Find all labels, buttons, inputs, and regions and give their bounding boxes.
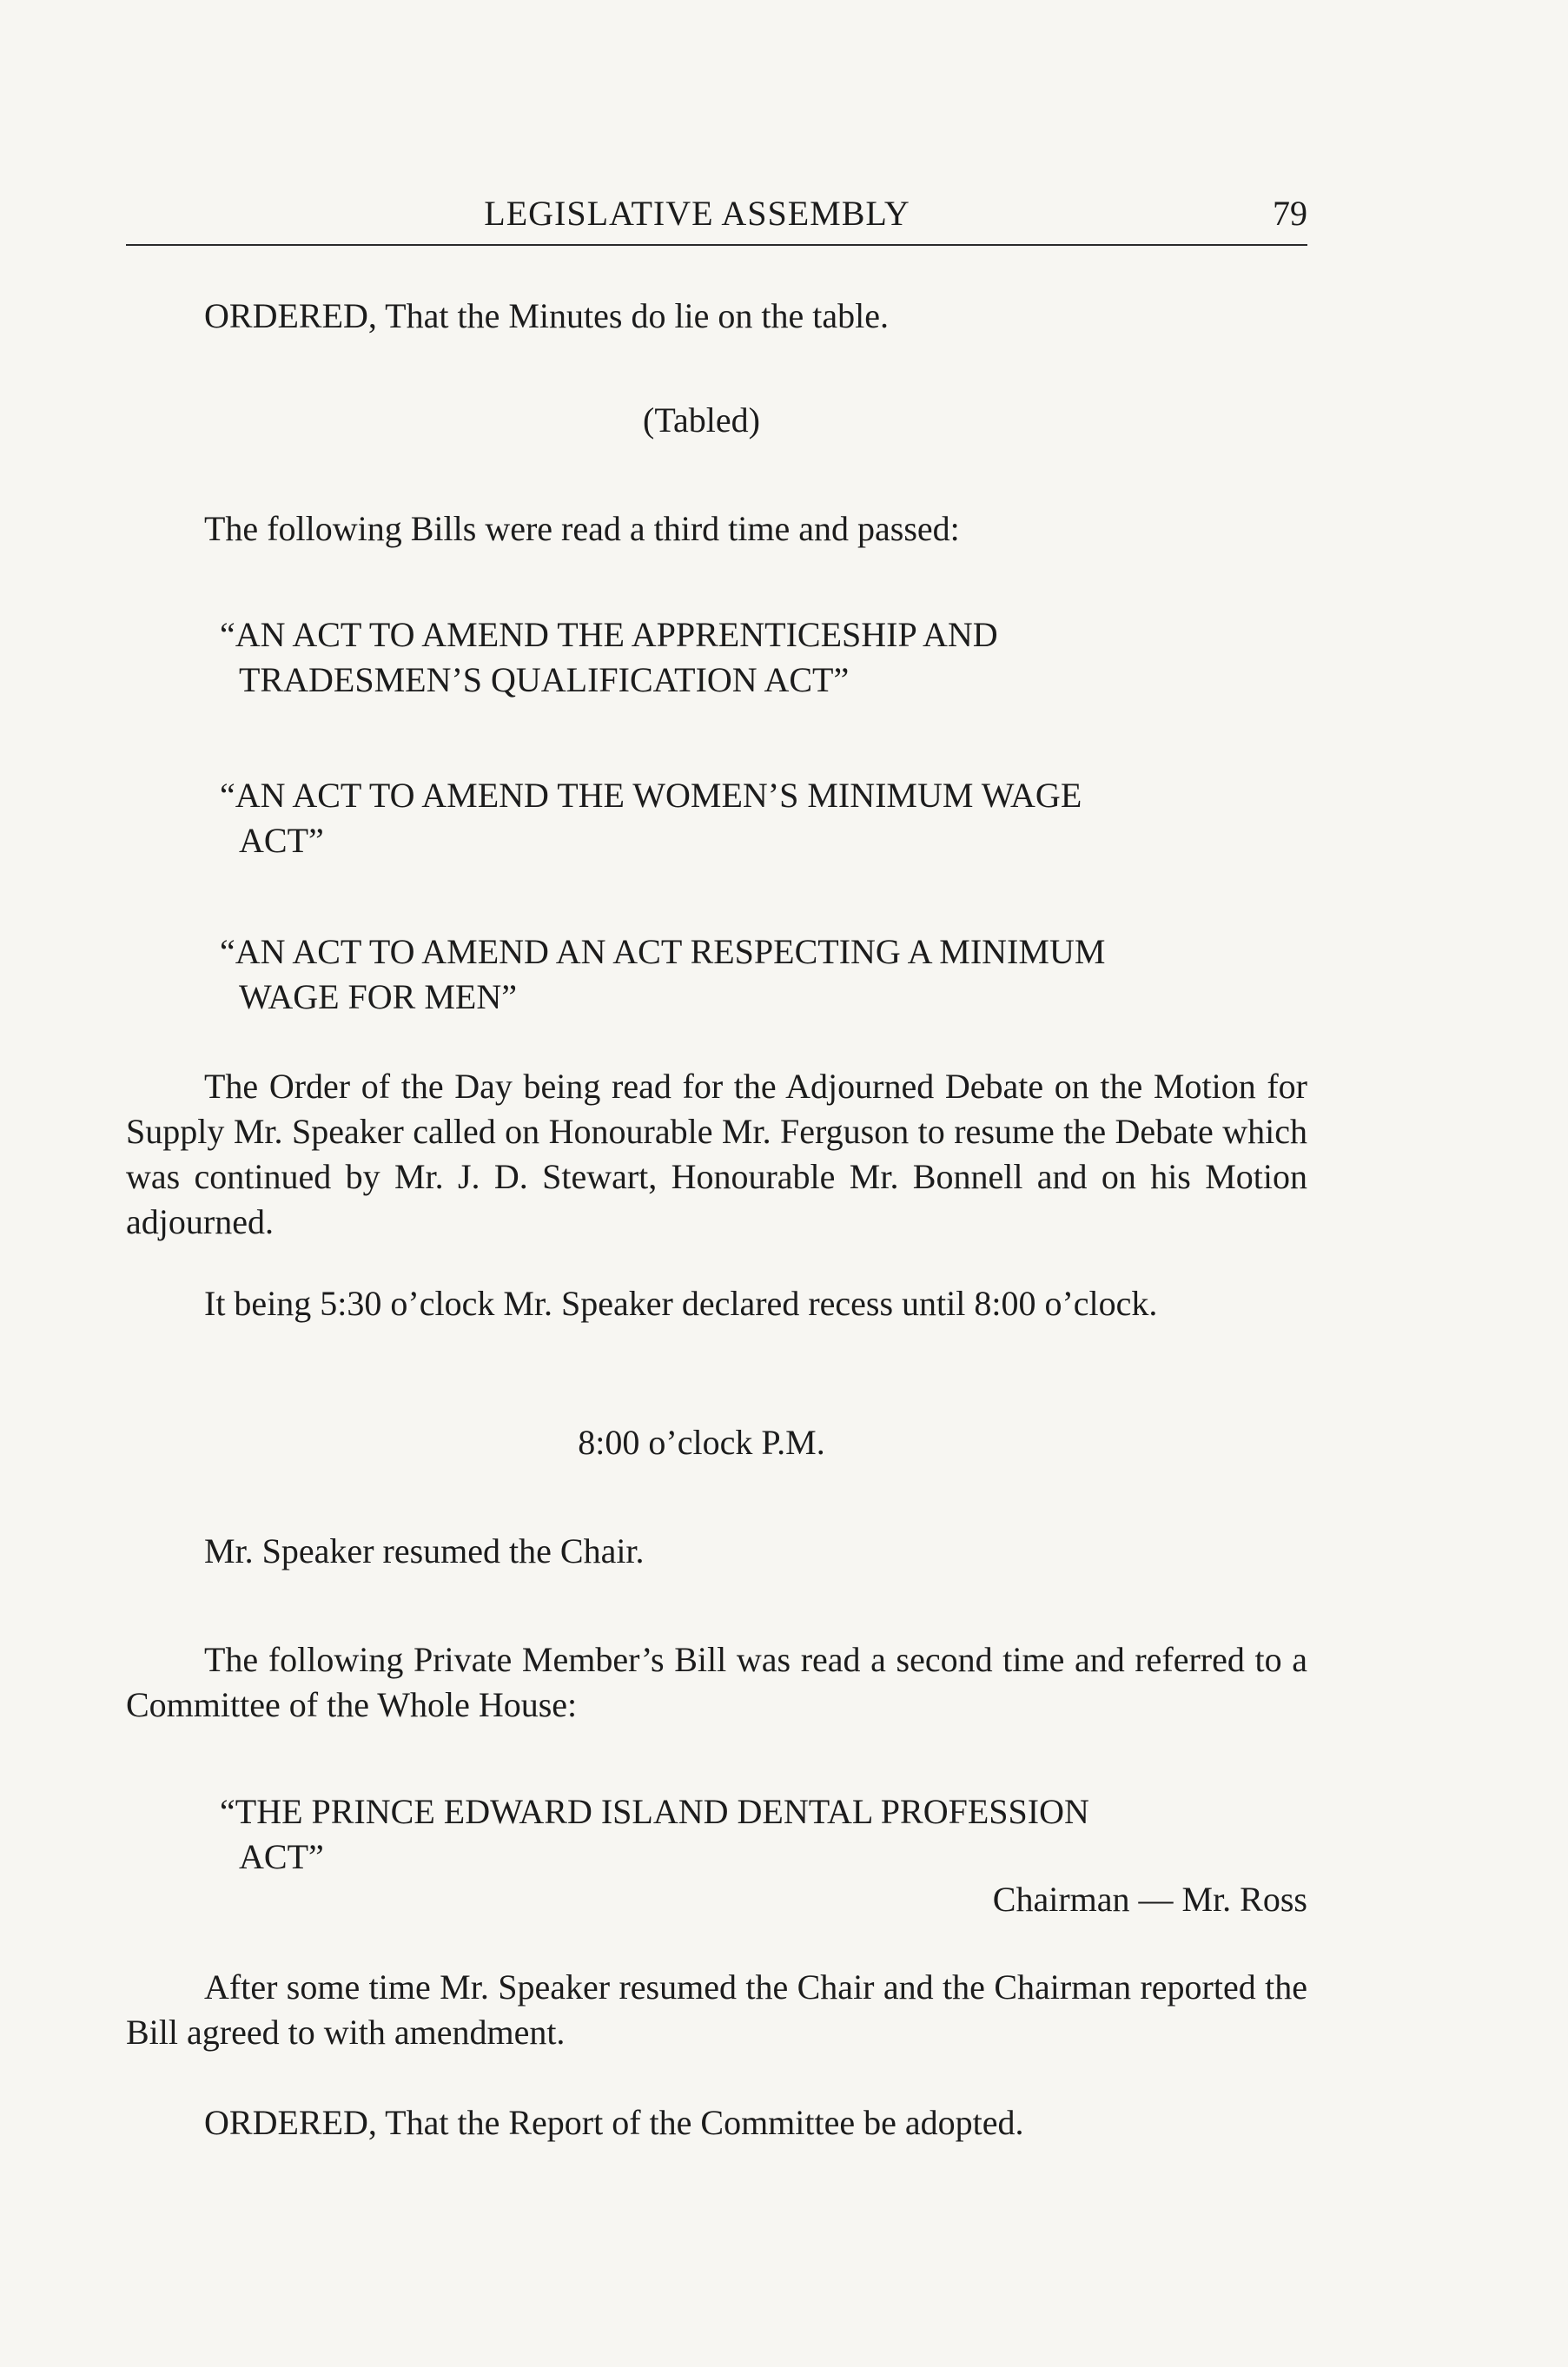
- order-of-day-paragraph: The Order of the Day being read for the Adjourned Debate on the Motion for Supply Mr. Speaker called on Honourable Mr. Ferguson to resume the Debate which was continued by Mr. J. D. Stewart, Honourable Mr. Bonnell and on his Motion adjourned.: [126, 1067, 1307, 1241]
- bill-title-line: “AN ACT TO AMEND THE WOMEN’S MINIMUM WAGE: [220, 776, 1082, 815]
- second-reading-intro: The following Private Member’s Bill was read a second time and referred to a Committee of the Whole House:: [126, 1640, 1307, 1724]
- bill-title-dental-profession: [126, 1789, 1307, 1880]
- ordered-report-paragraph: ORDERED, That the Report of the Committee be adopted.: [204, 2103, 1024, 2142]
- third-reading-intro: The following Bills were read a third time and passed:: [204, 509, 960, 548]
- running-title: LEGISLATIVE ASSEMBLY: [484, 194, 910, 233]
- page-number: 79: [1273, 194, 1307, 233]
- document-page: [126, 0, 1307, 2367]
- bill-title-line: TRADESMEN’S QUALIFICATION ACT”: [239, 660, 850, 699]
- bill-title-line: ACT”: [239, 1837, 324, 1876]
- bill-title-line: “AN ACT TO AMEND AN ACT RESPECTING A MINIMUM: [220, 932, 1106, 971]
- bill-title-womens-minimum-wage: [126, 773, 1307, 863]
- bill-title-line: ACT”: [239, 821, 324, 860]
- bill-title-minimum-wage-men: [126, 929, 1307, 1020]
- bill-title-line: WAGE FOR MEN”: [239, 977, 517, 1016]
- recess-paragraph: It being 5:30 o’clock Mr. Speaker declared recess until 8:00 o’clock.: [204, 1284, 1158, 1323]
- bill-title-line: “THE PRINCE EDWARD ISLAND DENTAL PROFESSION: [220, 1792, 1089, 1831]
- ordered-minutes-paragraph: ORDERED, That the Minutes do lie on the table.: [204, 296, 890, 335]
- running-header: [126, 193, 1307, 247]
- bill-title-apprenticeship: [126, 612, 1307, 703]
- committee-chairman: Chairman — Mr. Ross: [992, 1880, 1307, 1919]
- header-rule: [126, 244, 1307, 246]
- resumed-chair-paragraph: Mr. Speaker resumed the Chair.: [204, 1531, 645, 1570]
- evening-time-heading: 8:00 o’clock P.M.: [578, 1423, 825, 1462]
- committee-report-paragraph: After some time Mr. Speaker resumed the Chair and the Chairman reported the Bill agreed to with amendment.: [126, 1967, 1307, 2052]
- bill-title-line: “AN ACT TO AMEND THE APPRENTICESHIP AND: [220, 615, 998, 654]
- tabled-note: (Tabled): [643, 400, 760, 440]
